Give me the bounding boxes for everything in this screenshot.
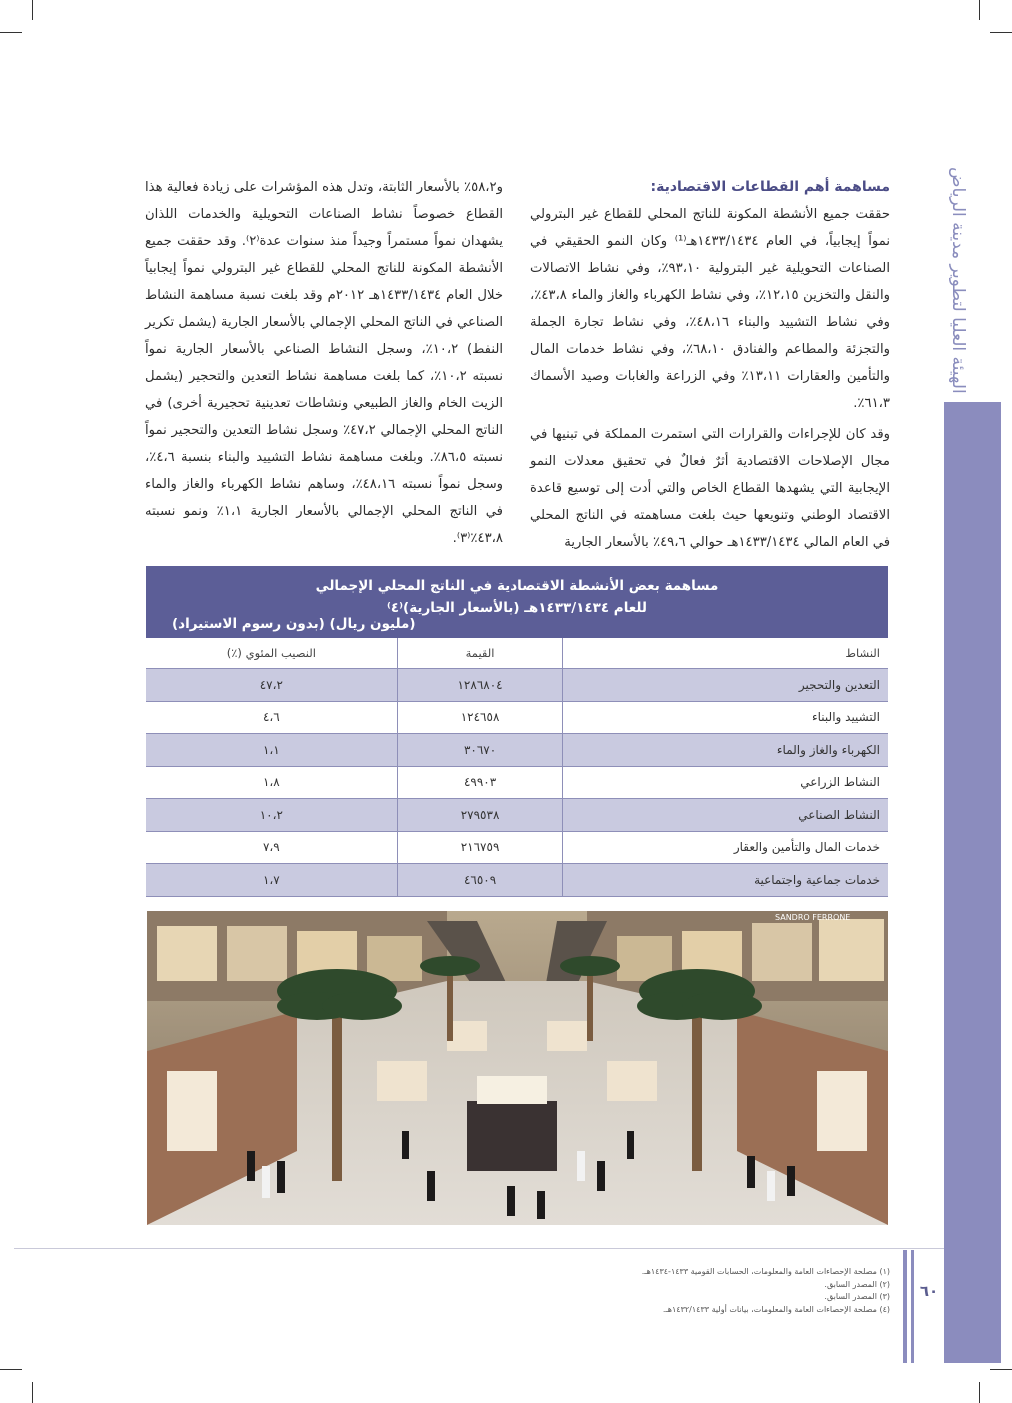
cell-share: ١،١ xyxy=(262,742,280,757)
table-title: مساهمة بعض الأنشطة الاقتصادية في الناتج المحلي الإجمالي xyxy=(315,578,719,594)
paragraph: و٥٨،٢٪ بالأسعار الثابتة، وتدل هذه المؤشرات على زيادة فعالية هذا القطاع خصوصاً نشاط الصناعات التحويلية والخدمات اللذان يشهدان نمواً مستمراً وجيداً منذ سنوات عدة⁽٢⁾. وقد حققت جميع الأنشطة المكونة للناتج المحلي للقطاع غير البترولي نمواً إيجابياً خلال العام ١٤٣٣/١٤٣٤هـ ٢٠١٢م وقد بلغت نسبة مساهمة النشاط الصناعي في الناتج المحلي الإجمالي بالأسعار الجارية (يشمل تكرير النفط) ١٠،٢٪، وسجل النشاط الصناعي بالأسعار الجارية نمواً نسبته ١٠،٢٪، كما بلغت مساهمة نشاط التعدين والتحجير (يشمل الزيت الخام والغاز الطبيعي ونشاطات تعدينية تحجيرية أخرى) في الناتج المحلي الإجمالي ٤٧،٢٪ وسجل نشاط التعدين والتحجير نمواً نسبته ٨٦،٥٪. وبلغت مساهمة نشاط التشييد والبناء بنسبة ٤،٦٪، وسجل نمواً نسبته ٤٨،١٦٪، وساهم نشاط الكهرباء والغاز والماء في الناتج المحلي الإجمالي بالأسعار الجارية ١،١٪ ونمو نسبته ٤٣،٨٪⁽٣⁾. xyxy=(145,180,504,546)
sidebar-band xyxy=(944,402,1001,1250)
cell-share: ١٠،٢ xyxy=(259,807,283,822)
table-row xyxy=(146,702,888,735)
cell-activity: النشاط الزراعي xyxy=(562,767,888,799)
cell-value: ١٢٨٦٨٠٤ xyxy=(397,669,563,701)
crop-mark xyxy=(990,1369,1012,1370)
sidebar-stripe xyxy=(903,1250,907,1363)
crop-mark xyxy=(32,1382,33,1403)
crop-mark xyxy=(0,1369,22,1370)
sidebar-stripe xyxy=(911,1250,914,1363)
cell-share: ١،٧ xyxy=(262,872,280,887)
paragraph: حققت جميع الأنشطة المكونة للناتج المحلي للقطاع غير البترولي نمواً إيجابياً، في العام ١٤٣٣/١٤٣٤هـ⁽¹⁾ وكان النمو الحقيقي في الصناعات التحويلية غير البترولية ٩٣،١٠٪، وفي نشاط الاتصالات والنقل والتخزين ١٢،١٥٪، وفي نشاط الكهرباء والغاز والماء ٤٣،٨٪، وفي نشاط التشييد والبناء ٤٨،١٦٪، وفي نشاط تجارة الجملة والتجزئة والمطاعم والفنادق ٦٨،١٠٪، وفي نشاط خدمات المال والتأمين والعقارات ١٣،١١٪ وفي الزراعة والغابات وصيد الأسماك ٦١،٣٪. xyxy=(530,207,890,411)
cell-activity: خدمات المال والتأمين والعقار xyxy=(562,832,888,864)
footnote: (٣) المصدر السابق. xyxy=(824,1292,890,1301)
table-title-bar xyxy=(146,566,888,638)
cell-value: ١٢٤٦٥٨ xyxy=(397,702,563,734)
svg-text:SANDRO FERRONE: SANDRO FERRONE xyxy=(775,913,851,922)
cell-value: ٢٧٩٥٣٨ xyxy=(397,799,563,831)
crop-mark xyxy=(990,32,1012,33)
table-row xyxy=(146,799,888,832)
crop-mark xyxy=(979,0,980,20)
table-row xyxy=(146,864,888,897)
cell-value: ٤٩٩٠٣ xyxy=(397,767,563,799)
section-heading: مساهمة أهم القطاعات الاقتصادية: xyxy=(650,179,890,195)
text-column-right xyxy=(530,174,890,560)
footnote: (١) مصلحة الإحصاءات العامة والمعلومات، الحسابات القومية ١٤٣٣-١٤٣٤هـ. xyxy=(641,1267,890,1276)
cell-share: ٤٧،٢ xyxy=(259,677,283,692)
table-row xyxy=(146,767,888,800)
cell-activity: النشاط الصناعي xyxy=(562,799,888,831)
cell-activity: التعدين والتحجير xyxy=(562,669,888,701)
column-header-value: القيمة xyxy=(397,638,563,668)
cell-share: ٧،٩ xyxy=(262,840,280,855)
table-header-row xyxy=(146,638,888,669)
footnote: (٤) مصلحة الإحصاءات العامة والمعلومات، بيانات أولية ١٤٣٢/١٤٣٣هـ. xyxy=(662,1304,890,1314)
page-number: ٦٠ xyxy=(919,1282,939,1300)
cell-value: ٤٦٥٠٩ xyxy=(397,864,563,896)
footer-divider xyxy=(14,1248,944,1249)
table-subtitle: للعام ١٤٣٣/١٤٣٤هـ (بالأسعار الجارية)⁽٤⁾ xyxy=(387,600,647,616)
footnotes xyxy=(600,1266,890,1316)
cell-value: ٢١٦٧٥٩ xyxy=(397,832,563,864)
cell-value: ٣٠٦٧٠ xyxy=(397,734,563,766)
cell-activity: التشييد والبناء xyxy=(562,702,888,734)
sidebar-title: الهيئة العليا لتطوير مدينة الرياض xyxy=(948,166,968,394)
table-row xyxy=(146,734,888,767)
text-column-left xyxy=(145,174,503,556)
crop-mark xyxy=(979,1382,980,1403)
column-header-share: النصيب المئوي (٪) xyxy=(226,646,316,660)
mall-photo xyxy=(147,911,888,1225)
paragraph: وقد كان للإجراءات والقرارات التي استمرت المملكة في تبنيها في مجال الإصلاحات الاقتصادية أثرٌ فعالٌ في تحقيق معدلات النمو الإيجابية التي يشهدها القطاع الخاص والتي أدت إلى توسيع قاعدة الاقتصاد الوطني وتنويعها حيث بلغت مساهمته في الناتج المحلي في العام المالي ١٤٣٣/١٤٣٤هـ حوالي ٤٩،٦٪ بالأسعار الجارية xyxy=(530,427,890,550)
cell-share: ٤،٦ xyxy=(262,710,280,725)
table-row xyxy=(146,669,888,702)
cell-activity: الكهرباء والغاز والماء xyxy=(562,734,888,766)
data-table xyxy=(146,638,888,897)
column-header-activity: النشاط xyxy=(562,638,888,668)
sidebar-strip xyxy=(944,1250,1001,1363)
footnote: (٢) المصدر السابق. xyxy=(824,1279,890,1289)
crop-mark xyxy=(0,32,22,33)
cell-activity: خدمات جماعية واجتماعية xyxy=(562,864,888,896)
crop-mark xyxy=(32,0,33,20)
cell-share: ١،٨ xyxy=(262,775,280,790)
table-unit: (مليون ريال) (بدون رسوم الاستيراد) xyxy=(172,616,416,632)
table-row xyxy=(146,832,888,865)
